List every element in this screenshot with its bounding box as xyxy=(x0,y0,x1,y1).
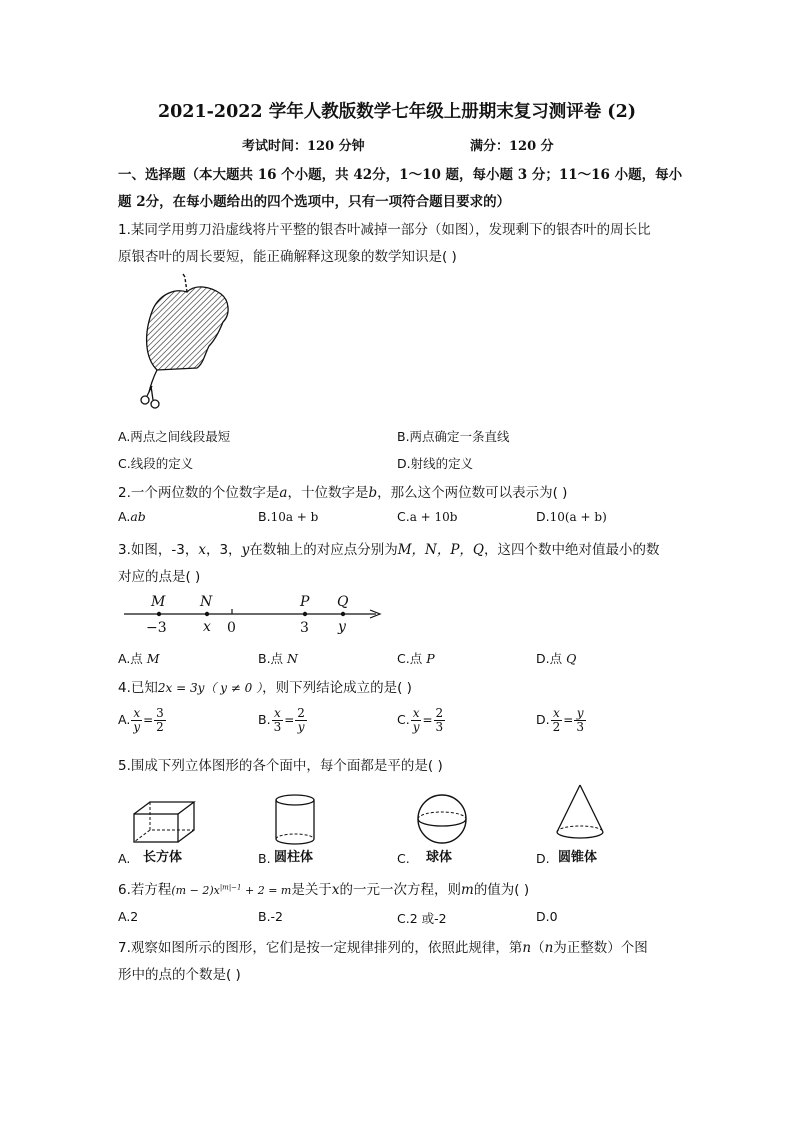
q6-option-c[interactable]: C.2 或-2 xyxy=(397,911,447,926)
denominator: 3 xyxy=(273,720,282,734)
q6-stem-part: 的一元一次方程，则 xyxy=(339,882,461,898)
q4-stem xyxy=(118,676,412,696)
numerator: y xyxy=(574,707,586,721)
option-text: D.点 xyxy=(536,651,567,666)
eq-tail: + 2 = m xyxy=(241,884,292,897)
denominator: y xyxy=(297,720,305,734)
numerator: x xyxy=(272,707,284,721)
q3-stem-part: 3.如图，-3， xyxy=(118,542,199,558)
q7-stem-part: 7.观察如图所示的图形，它们是按一定规律排列的，依照此规律，第 xyxy=(118,940,523,956)
q7-stem-line2: 形中的点的个数是( ) xyxy=(118,967,241,983)
numerator: 2 xyxy=(297,706,305,720)
q4-equation: 2x = 3y xyxy=(157,681,205,695)
section-heading-line1: 一、选择题（本大题共 16 个小题，共 42分，1～10 题，每小题 3 分；11～16 小题，每小 xyxy=(118,167,683,183)
q4-option-b[interactable]: B. $\frac{x}{3}$ = $\frac{2}{y}$ xyxy=(258,706,305,734)
q3-option-b[interactable] xyxy=(258,649,298,667)
q4-option-a[interactable]: A. $\frac{x}{y}$ = $\frac{3}{2}$ xyxy=(118,706,164,734)
fraction xyxy=(131,707,142,734)
q5-option-c-letter[interactable]: C. xyxy=(397,851,410,866)
page-title: 2021-2022 学年人教版数学七年级上册期末复习测评卷 (2) xyxy=(157,102,637,122)
q5-option-d-letter[interactable]: D. xyxy=(536,851,550,866)
q6-option-a[interactable]: A.2 xyxy=(118,909,139,924)
option-letter: B. xyxy=(258,509,271,524)
q4-condition: （ y ≠ 0 ） xyxy=(204,681,263,695)
point-p-label: P xyxy=(300,594,310,610)
fraction xyxy=(295,707,307,734)
q3-stem-part: ，这四个数中绝对值最小的数 xyxy=(484,542,660,558)
option-letter: C. xyxy=(397,712,410,727)
q7-var: n xyxy=(544,940,554,956)
origin-label: 0 xyxy=(227,620,236,636)
q6-stem-part: 6.若方程 xyxy=(118,882,172,898)
q3-option-d[interactable] xyxy=(536,649,576,667)
q4-option-d[interactable]: D. $\frac{x}{2}$ = $\frac{y}{3}$ xyxy=(536,706,584,734)
q5-stem: 5.围成下列立体图形的各个面中，每个面都是平的是( ) xyxy=(118,758,443,774)
q6-option-b[interactable]: B.-2 xyxy=(258,909,284,924)
fraction xyxy=(434,707,446,734)
fraction xyxy=(154,707,166,734)
numerator: 3 xyxy=(156,706,164,720)
option-point: M xyxy=(146,651,160,666)
eq-exponent: |m|−1 xyxy=(219,883,242,892)
numerator: 2 xyxy=(435,706,444,720)
point-n-label: N xyxy=(200,594,213,610)
q4-stem-part: ，则下列结论成立的是( ) xyxy=(262,680,412,696)
q7-var: n xyxy=(522,940,532,956)
q2-stem-part: ，十位数字是 xyxy=(287,485,369,501)
option-letter: B. xyxy=(258,712,271,727)
numerator: x xyxy=(551,707,563,721)
option-letter: D. xyxy=(536,712,550,727)
denominator: 2 xyxy=(552,720,561,734)
q5-option-d-label: 圆锥体 xyxy=(558,850,598,865)
denominator: 3 xyxy=(576,720,584,734)
q1-option-d[interactable]: D.射线的定义 xyxy=(397,456,474,471)
q3-var: y xyxy=(241,542,250,558)
fraction xyxy=(551,707,563,734)
point-m-label: M xyxy=(151,594,166,610)
q5-option-a-letter[interactable]: A. xyxy=(118,851,131,866)
fraction xyxy=(574,707,586,734)
q3-points: M，N，P，Q xyxy=(397,542,484,558)
cone-icon xyxy=(554,783,606,843)
cylinder-icon xyxy=(272,793,318,847)
option-math: a + 10b xyxy=(409,510,458,524)
option-letter: A. xyxy=(118,509,131,524)
sphere-icon xyxy=(414,793,470,845)
q2-stem-part: 2.一个两位数的个位数字是 xyxy=(118,485,280,501)
option-letter: C. xyxy=(397,509,410,524)
option-letter: D. xyxy=(536,509,550,524)
full-score: 满分：120 分 xyxy=(470,139,554,154)
q2-var: b xyxy=(368,485,378,501)
q2-option-b[interactable] xyxy=(258,509,318,524)
point-n-value: x xyxy=(203,619,211,635)
q5-option-c-label: 球体 xyxy=(426,850,453,865)
q4-stem-part: 4.已知 xyxy=(118,680,158,696)
denominator: 3 xyxy=(435,720,444,734)
q3-stem-line1 xyxy=(118,538,660,558)
option-math: 10(a + b) xyxy=(549,510,607,524)
option-math: ab xyxy=(130,509,146,524)
q1-stem-line2: 原银杏叶的周长要短，能正确解释这现象的数学知识是( ) xyxy=(118,249,457,265)
option-text: B.点 xyxy=(258,651,288,666)
denominator: y xyxy=(412,720,420,734)
q4-option-c[interactable]: C. $\frac{x}{y}$ = $\frac{2}{3}$ xyxy=(397,706,444,734)
point-q-value: y xyxy=(338,619,346,635)
q2-option-d[interactable] xyxy=(536,509,607,524)
q6-option-d[interactable]: D.0 xyxy=(536,909,558,924)
cuboid-icon xyxy=(132,800,198,844)
section-heading-line2: 题 2分，在每小题给出的四个选项中，只有一项符合题目要求的） xyxy=(118,194,511,210)
q6-stem-part: 的值为( ) xyxy=(473,882,530,898)
option-point: P xyxy=(426,651,435,666)
denominator: y xyxy=(133,720,141,734)
q3-stem-line2: 对应的点是( ) xyxy=(118,569,201,585)
ginkgo-leaf-figure xyxy=(135,274,235,414)
q1-option-a[interactable]: A.两点之间线段最短 xyxy=(118,429,231,444)
numerator: x xyxy=(412,706,420,720)
point-p-value: 3 xyxy=(300,620,309,636)
q2-stem xyxy=(118,481,567,501)
q7-stem-part: （ xyxy=(531,940,545,956)
q5-option-b-label: 圆柱体 xyxy=(274,850,314,865)
q2-option-c[interactable] xyxy=(397,509,458,524)
q6-stem-part: 是关于 xyxy=(291,882,332,898)
q3-stem-part: ，3， xyxy=(205,542,242,558)
option-point: N xyxy=(287,651,298,666)
q6-stem xyxy=(118,878,529,898)
q2-option-a[interactable] xyxy=(118,509,146,524)
q5-option-a-label: 长方体 xyxy=(143,850,183,865)
q1-option-b[interactable]: B.两点确定一条直线 xyxy=(397,429,510,444)
q1-option-c[interactable]: C.线段的定义 xyxy=(118,456,194,471)
denominator: 2 xyxy=(156,720,164,734)
numerator: x xyxy=(133,706,141,720)
q3-option-c[interactable] xyxy=(397,649,435,667)
q6-equation xyxy=(171,884,291,897)
option-point: Q xyxy=(566,651,577,666)
q1-stem-line1: 1.某同学用剪刀沿虚线将片平整的银杏叶减掉一部分（如图），发现剩下的银杏叶的周长比 xyxy=(118,222,651,238)
q3-stem-part: 在数轴上的对应点分别为 xyxy=(249,542,398,558)
q3-var: x xyxy=(198,542,206,558)
eq-base: (m − 2)x xyxy=(171,884,220,897)
fraction xyxy=(411,707,422,734)
q6-var: x xyxy=(331,882,340,898)
option-text: A.点 xyxy=(118,651,147,666)
exam-time: 考试时间：120 分钟 xyxy=(242,139,365,154)
point-m-value: −3 xyxy=(146,620,167,636)
option-letter: A. xyxy=(118,712,131,727)
option-math: 10a + b xyxy=(270,510,319,524)
q7-stem-part: 为正整数）个图 xyxy=(553,940,648,956)
q7-stem-line1 xyxy=(118,936,648,956)
q2-stem-part: ，那么这个两位数可以表示为( ) xyxy=(377,485,568,501)
q6-var: m xyxy=(461,882,474,898)
fraction xyxy=(272,707,284,734)
point-q-label: Q xyxy=(337,594,349,610)
q2-var: a xyxy=(279,485,288,501)
q3-option-a[interactable] xyxy=(118,649,160,667)
option-text: C.点 xyxy=(397,651,427,666)
q5-option-b-letter[interactable]: B. xyxy=(258,851,271,866)
